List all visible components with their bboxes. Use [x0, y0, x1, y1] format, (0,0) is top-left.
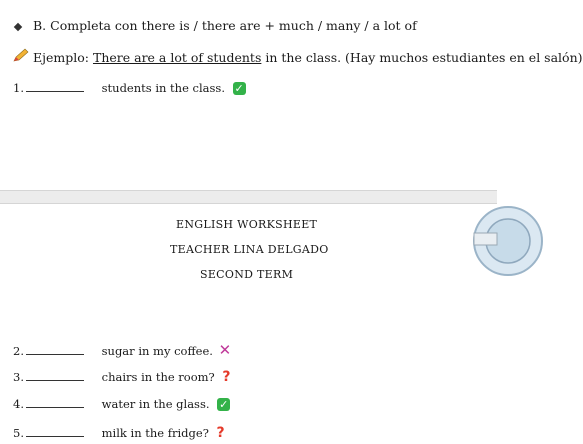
question-mark-icon: ?: [222, 369, 231, 385]
teacher-name: TEACHER LINA DELGADO: [170, 243, 329, 256]
example-rest: in the class. (Hay muchos estudiantes en el salón): [265, 50, 583, 65]
page-gap: [0, 191, 497, 203]
pencil-icon: [13, 48, 29, 62]
checkmark-icon: ✓: [219, 398, 229, 411]
question-text: chairs in the room?: [101, 370, 215, 384]
question-text: students in the class.: [101, 81, 225, 95]
question-text: milk in the fridge?: [101, 426, 209, 440]
example-label: Ejemplo:: [33, 50, 89, 65]
cross-icon: ✕: [218, 341, 232, 359]
question-number: 3.: [13, 370, 24, 384]
question-number: 2.: [13, 344, 24, 358]
question-row: [13, 425, 225, 441]
answer-blank[interactable]: [26, 370, 84, 381]
answer-blank[interactable]: [26, 426, 84, 437]
section-heading: B. Completa con there is / there are + much / many / a lot of: [33, 18, 417, 33]
term: SECOND TERM: [200, 268, 294, 281]
school-seal-icon: [468, 203, 497, 278]
example-line: [33, 50, 583, 65]
question-number: 4.: [13, 397, 24, 411]
question-number: 5.: [13, 426, 24, 440]
question-text: sugar in my coffee.: [101, 344, 213, 358]
checkmark-icon: ✓: [234, 82, 244, 95]
question-row: [13, 369, 231, 385]
divider: [0, 203, 497, 204]
question-number: 1.: [13, 81, 24, 95]
answer-blank[interactable]: [26, 344, 84, 355]
question-mark-icon: ?: [216, 425, 225, 441]
answer-blank[interactable]: [26, 81, 84, 92]
example-sentence: There are a lot of students: [92, 50, 262, 65]
worksheet-title: ENGLISH WORKSHEET: [176, 218, 318, 231]
question-row: [13, 341, 231, 359]
answer-blank[interactable]: [26, 397, 84, 408]
question-row: [13, 397, 230, 411]
diamond-bullet-icon: [14, 23, 22, 31]
question-text: water in the glass.: [101, 397, 210, 411]
question-row: [13, 81, 246, 95]
